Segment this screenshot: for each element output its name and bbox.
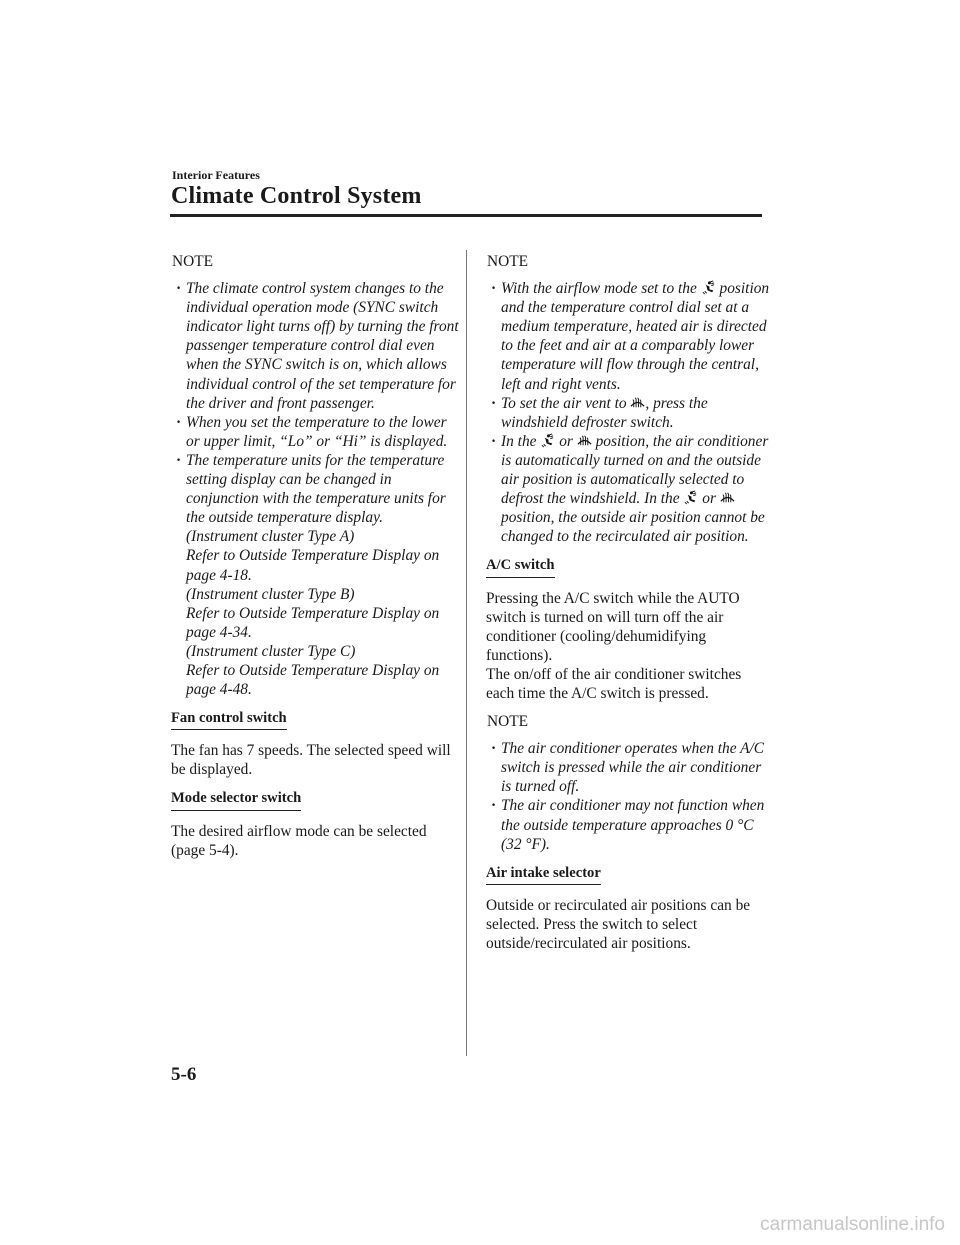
windshield-defroster-icon — [720, 490, 735, 505]
note-item: · The climate control system changes to the individual operation mode (SYNC switch indicator light turns off) by turning the front passenger temperature control dial even when the SYNC switch is on, which allows individual control of the set temperature for the driver and front passenger. — [171, 279, 461, 413]
note-item: · When you set the temperature to the lower or upper limit, “Lo” or “Hi” is displayed. — [171, 413, 461, 451]
air-intake-text: Outside or recirculated air positions can be selected. Press the switch to select outside/recirculated air positions. — [486, 896, 751, 952]
fan-control-heading: Fan control switch — [171, 709, 287, 730]
note-line: Refer to Outside Temperature Display on page 4-18. — [186, 547, 440, 584]
note-text: position and the temperature control dial set at a medium temperature, heated air is directed to the feet and air at a comparably lower temperature will flow through the central, left and right vents. — [501, 280, 770, 393]
note-list — [486, 739, 771, 854]
air-intake-heading: Air intake selector — [486, 864, 601, 885]
note-list — [486, 279, 771, 546]
page-number: 5-6 — [171, 1064, 197, 1085]
ac-switch-text: The on/off of the air conditioner switches each time the A/C switch is pressed. — [486, 665, 742, 702]
note-heading: NOTE — [487, 713, 529, 731]
note-item — [486, 432, 771, 547]
note-text: To set the air vent to — [501, 394, 627, 412]
windshield-defroster-icon — [630, 395, 645, 410]
ac-switch-heading: A/C switch — [486, 556, 555, 577]
section-label: Interior Features — [172, 168, 260, 182]
note-line: (Instrument cluster Type C) — [186, 642, 356, 660]
note-line: · The temperature units for the temperature setting display can be changed in conjunction with the temperature units for the outside temperature display. — [186, 451, 446, 527]
note-text: In the — [501, 432, 537, 450]
note-text: position, the outside air position cannot be changed to the recirculated air position. — [501, 509, 765, 546]
page-title: Climate Control System — [171, 183, 422, 209]
fan-control-text: The fan has 7 speeds. The selected speed will be displayed. — [171, 742, 451, 779]
note-line: Refer to Outside Temperature Display on page 4-34. — [186, 604, 440, 641]
note-item: · The air conditioner operates when the A/C switch is pressed while the air conditioner is turned off. — [486, 739, 771, 796]
note-text: , press the windshield defroster switch. — [501, 394, 708, 431]
mode-selector-text: The desired airflow mode can be selected (page 5-4). — [171, 822, 427, 859]
note-text: position, the air conditioner is automatically turned on and the outside air position is automatically selected to defrost the windshield. In the — [501, 432, 769, 508]
note-heading: NOTE — [172, 253, 214, 270]
floor-windshield-airflow-icon — [701, 280, 716, 295]
note-item — [486, 394, 771, 432]
windshield-defroster-icon — [577, 433, 592, 448]
note-heading: NOTE — [487, 253, 529, 270]
floor-windshield-airflow-icon — [683, 490, 698, 505]
note-text: or — [702, 490, 716, 508]
mode-selector-heading: Mode selector switch — [171, 789, 301, 810]
note-line: Refer to Outside Temperature Display on page 4-48. — [186, 661, 440, 699]
floor-windshield-airflow-icon — [540, 433, 555, 448]
note-text: With the airflow mode set to the — [501, 280, 697, 298]
note-item — [171, 451, 461, 699]
ac-switch-text: Pressing the A/C switch while the AUTO switch is turned on will turn off the air conditioner (cooling/dehumidifying functions). — [486, 589, 740, 664]
left-column — [171, 252, 461, 860]
note-text: or — [559, 432, 573, 450]
right-column — [486, 252, 771, 953]
note-list — [171, 279, 461, 699]
title-rule — [170, 214, 762, 217]
note-line: (Instrument cluster Type B) — [186, 585, 355, 603]
watermark: carmanualsonline.info — [760, 1214, 945, 1235]
note-line: (Instrument cluster Type A) — [186, 528, 355, 546]
note-item — [486, 279, 771, 394]
note-item: · The air conditioner may not function when the outside temperature approaches 0 °C (32 °F). — [486, 796, 771, 853]
column-divider — [466, 250, 467, 1056]
